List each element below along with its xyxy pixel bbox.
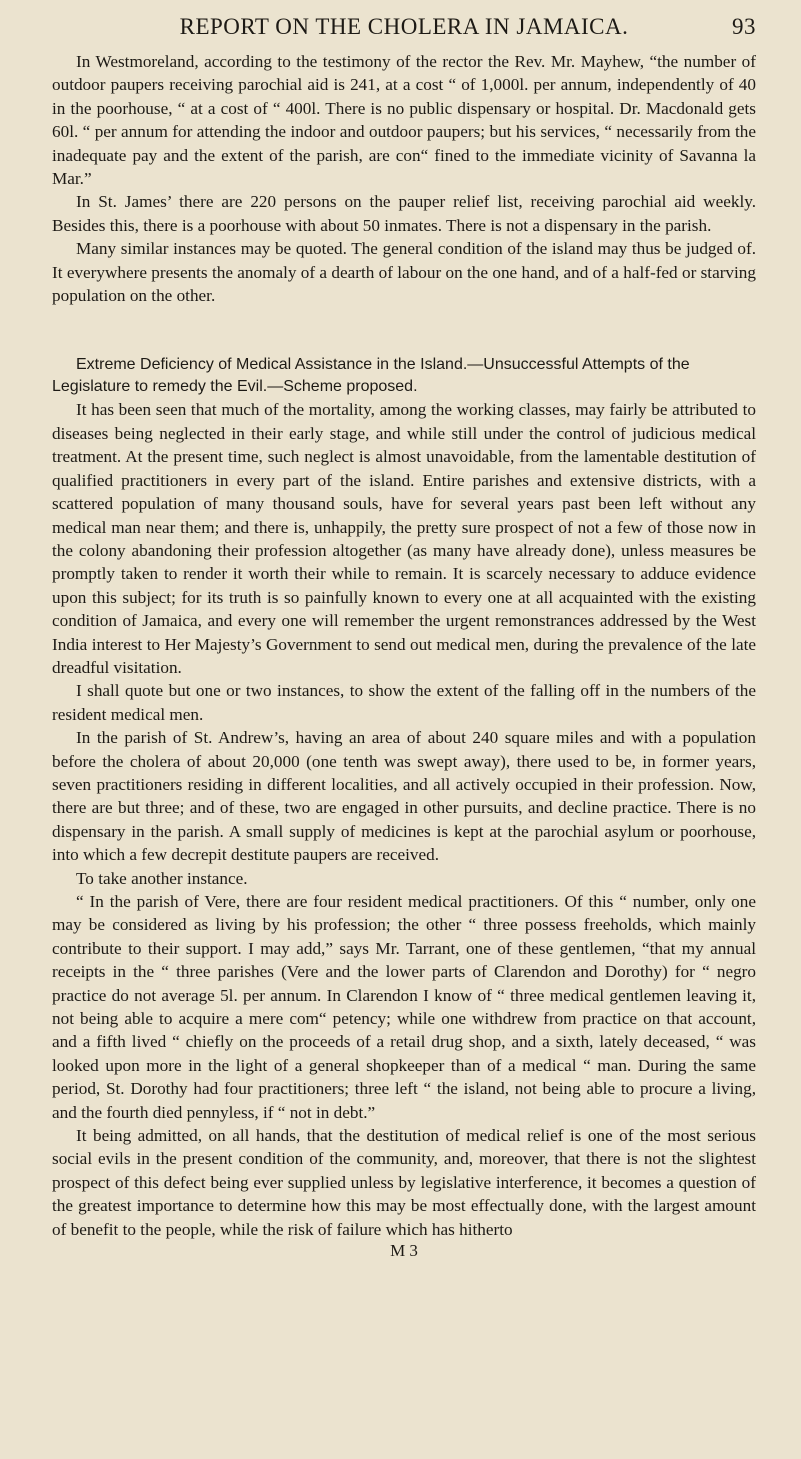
section-gap	[52, 307, 756, 354]
signature-mark: M 3	[390, 1241, 418, 1261]
page-number: 93	[732, 14, 756, 39]
paragraph-another-instance: To take another instance.	[76, 868, 248, 888]
paragraph-st-james: In St. James’ there are 220 persons on the pauper relief list, receiving parochial aid weekly. Besides this, there is a poorhouse with about 50 inmates. There is not a dispensary in the parish.	[52, 192, 756, 235]
paragraph-vere-quote: “ In the parish of Vere, there are four resident medical practitioners. Of this “ number, only one may be considered as living by his profession; the other “ three possess freeholds, which mainly contribute to their support. I may add,” says Mr. Tarrant, one of these gentlemen, “that my annual receipts in the “ three parishes (Vere and the lower parts of Clarendon and Dorothy) for “ negro practice do not average 5l. per annum. In Clarendon I know of “ three medical gentlemen leaving it, not being able to acquire a mere com“ petency; while one withdrew from practice on that account, and a fifth lived “ chiefly on the proceeds of a retail drug shop, and a sixth, lately deceased, “ was looked upon more in the light of a general shopkeeper than of a medical “ man. During the same period, St. Dorothy had four practitioners; three left “ the island, not being able to procure a living, and the fourth died pennyless, if “ not in debt.”	[52, 892, 756, 1122]
paragraph-admitted: It being admitted, on all hands, that the destitution of medical relief is one of the most serious social evils in the present condition of the community, and, moreover, that there is not the slightest prospect of this defect being ever supplied unless by legislative interference, it becomes a question of the greatest importance to determine how this may be most effectually done, with the largest amount of benefit to the people, while the risk of failure which has hitherto	[52, 1126, 756, 1239]
paragraph-mortality: It has been seen that much of the mortality, among the working classes, may fairly be attributed to diseases being neglected in their early stage, and while still under the control of judicious medical treatment. At the present time, such neglect is almost unavoidable, from the lamentable destitution of qualified practitioners in every part of the island. Entire parishes and extensive districts, with a scattered population of many thousand souls, have for several years past been left without any medical man near them; and there is, unhappily, the pretty sure prospect of not a few of those now in the colony abandoning their profession altogether (as many have already done), unless measures be promptly taken to render it worth their while to remain. It is scarcely necessary to adduce evidence upon this subject; for its truth is so painfully known to every one at all acquainted with the existing condition of Jamaica, and every one will remember the urgent remonstrances addressed by the West India interest to Her Majesty’s Government to send out medical men, during the prevalence of the late dreadful visitation.	[52, 400, 756, 677]
paragraph-general-condition: Many similar instances may be quoted. The general condition of the island may thus be judged of. It everywhere presents the anomaly of a dearth of labour on the one hand, and of a half-fed or starving population on the other.	[52, 239, 756, 306]
body-text	[52, 50, 756, 1261]
paragraph-st-andrews: In the parish of St. Andrew’s, having an area of about 240 square miles and with a population before the cholera of about 20,000 (one tenth was swept away), there used to be, in former years, seven practitioners residing in different localities, and all actively occupied in their profession. Now, there are but three; and of these, two are engaged in other pursuits, and decline practice. There is no dispensary in the parish. A small supply of medicines is kept at the parochial asylum or poorhouse, into which a few decrepit destitute paupers are received.	[52, 728, 756, 865]
paragraph-quote-instances: I shall quote but one or two instances, to show the extent of the falling off in the numbers of the resident medical men.	[52, 681, 756, 724]
running-title: REPORT ON THE CHOLERA IN JAMAICA.	[179, 14, 629, 39]
paragraph-westmoreland: In Westmoreland, according to the testimony of the rector the Rev. Mr. Mayhew, “the number of outdoor paupers receiving parochial aid is 241, at a cost “ of 1,000l. per annum, independently of 40 in the poorhouse, “ at a cost of “ 400l. There is no public dispensary or hospital. Dr. Macdonald gets 60l. “ per annum for attending the indoor and outdoor paupers; but his services, “ necessarily from the inadequate pay and the extent of the parish, are con“ fined to the immediate vicinity of Savanna la Mar.”	[52, 52, 756, 189]
running-head	[52, 0, 756, 50]
section-heading: Extreme Deficiency of Medical Assistance in the Island.—Unsuccessful Attempts of the Legislature to remedy the Evil.—Scheme proposed.	[52, 356, 690, 396]
